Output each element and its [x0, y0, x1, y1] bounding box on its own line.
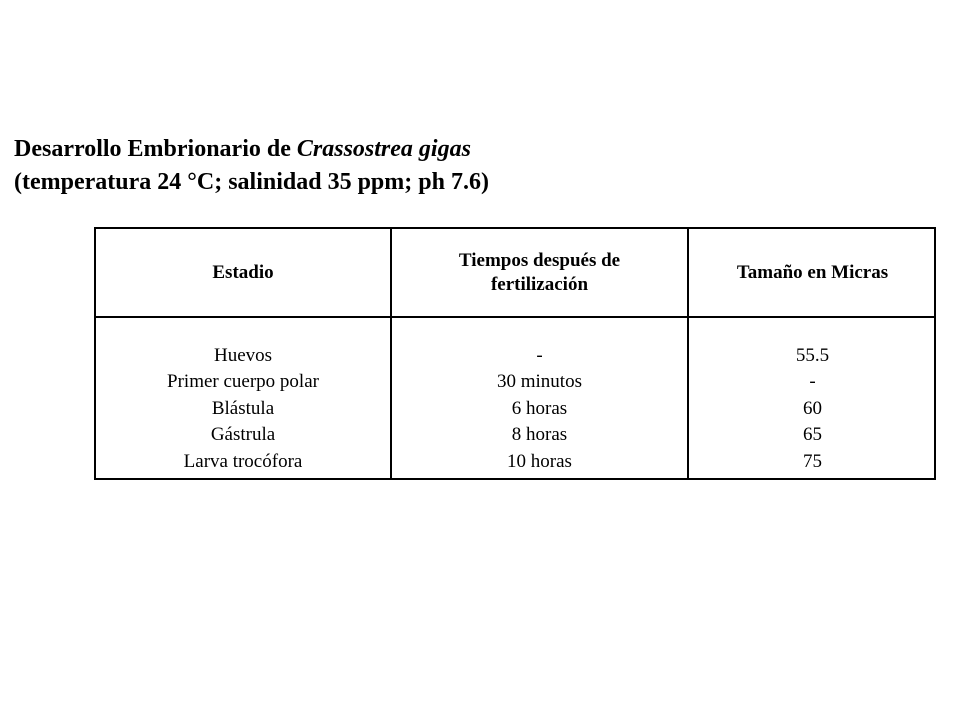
stage-column	[96, 343, 390, 475]
table-cell-stage: Gástrula	[210, 424, 276, 446]
table-cell-time: 30 minutos	[497, 371, 582, 393]
header-divider	[96, 316, 934, 318]
title-species: Crassostrea gigas	[296, 136, 471, 162]
table-cell-stage: Larva trocófora	[183, 450, 303, 472]
header-time	[392, 229, 687, 316]
header-time-label-2: fertilización	[490, 273, 589, 295]
development-table	[94, 227, 936, 480]
table-cell-time: 10 horas	[507, 450, 572, 472]
time-column	[392, 343, 687, 475]
table-cell-stage: Huevos	[213, 345, 273, 366]
table-cell-time: -	[536, 345, 543, 366]
table-cell-size: 65	[803, 424, 822, 446]
title-prefix: Desarrollo Embrionario de	[14, 136, 297, 162]
table-cell-time: 6 horas	[511, 397, 568, 419]
header-stage	[96, 229, 390, 316]
table-cell-size: -	[809, 371, 816, 393]
table-cell-time: 8 horas	[511, 424, 568, 446]
header-stage-label: Estadio	[212, 261, 274, 283]
size-column	[689, 343, 936, 475]
header-size-label: Tamaño en Micras	[736, 261, 889, 283]
table-cell-size: 60	[803, 397, 822, 419]
table-cell-stage: Primer cuerpo polar	[167, 371, 319, 393]
header-size	[689, 229, 936, 316]
table-cell-stage: Blástula	[211, 397, 275, 419]
table-cell-size: 55.5	[795, 345, 830, 366]
table-cell-size: 75	[803, 450, 822, 472]
title-line-1	[14, 133, 489, 166]
page-title	[14, 133, 489, 199]
title-line-2: (temperatura 24 °C; salinidad 35 ppm; ph 7.6)	[14, 169, 489, 195]
header-time-label-1: Tiempos después de	[458, 249, 621, 271]
